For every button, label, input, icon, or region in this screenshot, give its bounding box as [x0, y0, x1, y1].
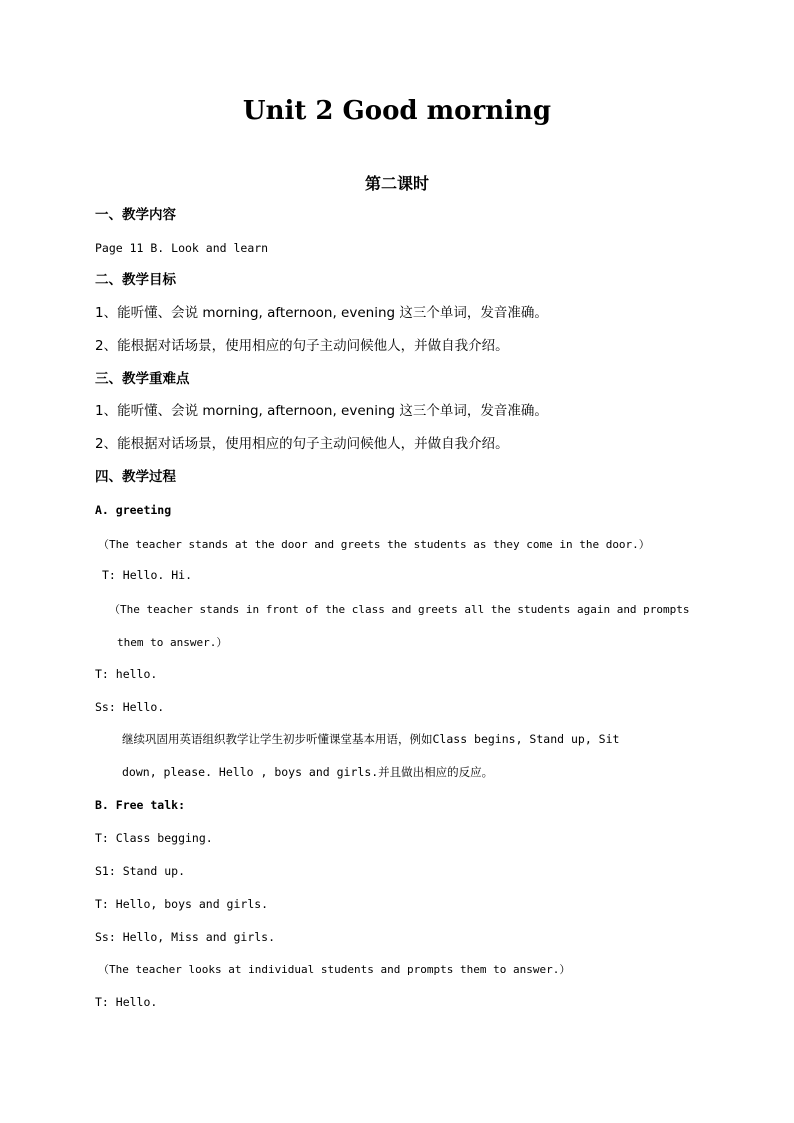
- dialogue-line: T: Hello, boys and girls.: [95, 897, 269, 911]
- body-line: 继续巩固用英语组织教学让学生初步听懂课堂基本用语，例如Class begins, Stand up, Sit: [122, 732, 620, 746]
- body-line: 1、能听懂、会说 morning, afternoon, evening 这三个单词，发音准确。: [95, 403, 548, 419]
- section-heading: 四、教学过程: [95, 469, 176, 485]
- stage-direction: （The teacher stands at the door and greets the students as they come in the door.）: [98, 538, 650, 551]
- subsection-heading: B. Free talk:: [95, 798, 186, 812]
- section-heading: 三、教学重难点: [95, 371, 190, 387]
- stage-direction: （The teacher stands in front of the class and greets all the students again and prompts: [109, 603, 690, 616]
- body-line: 2、能根据对话场景，使用相应的句子主动问候他人，并做自我介绍。: [95, 436, 509, 452]
- stage-direction: them to answer.）: [117, 636, 228, 649]
- stage-direction: （The teacher looks at individual students and prompts them to answer.）: [98, 963, 571, 976]
- body-line: 2、能根据对话场景，使用相应的句子主动问候他人，并做自我介绍。: [95, 338, 509, 354]
- lesson-subtitle: 第二课时: [364, 174, 429, 193]
- body-line: 1、能听懂、会说 morning, afternoon, evening 这三个单词，发音准确。: [95, 305, 548, 321]
- dialogue-line: Ss: Hello.: [95, 700, 165, 714]
- dialogue-line: T: Hello. Hi.: [102, 568, 193, 582]
- body-line: Page 11 B. Look and learn: [95, 241, 269, 255]
- dialogue-line: Ss: Hello, Miss and girls.: [95, 930, 276, 944]
- dialogue-line: T: Hello.: [95, 995, 158, 1009]
- section-heading: 二、教学目标: [95, 272, 176, 288]
- dialogue-line: T: hello.: [95, 667, 158, 681]
- dialogue-line: T: Class begging.: [95, 831, 213, 845]
- document-title: Unit 2 Good morning: [242, 96, 552, 126]
- dialogue-line: S1: Stand up.: [95, 864, 186, 878]
- section-heading: 一、教学内容: [95, 207, 176, 223]
- subsection-heading: A. greeting: [95, 503, 172, 517]
- body-line: down, please. Hello , boys and girls.并且做出相应的反应。: [122, 765, 494, 779]
